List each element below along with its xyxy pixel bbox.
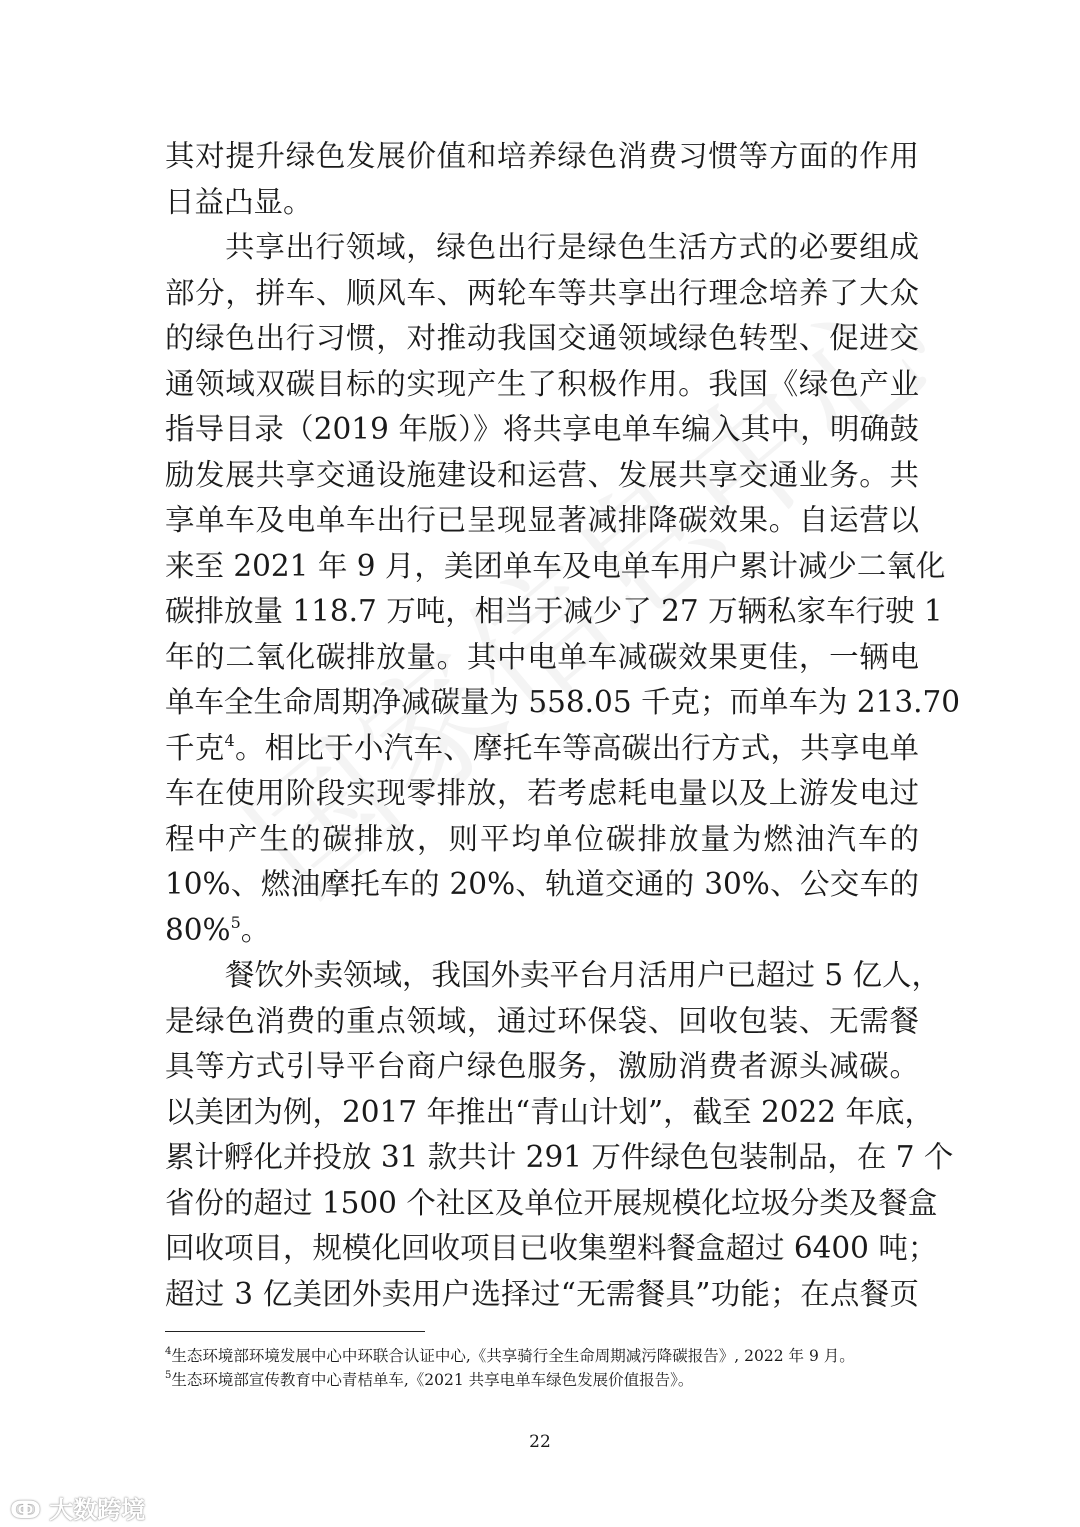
paragraph-line: 指导目录（2019 年版）》将共享电单车编入其中，明确鼓 xyxy=(165,412,919,446)
logo-watermark: ↂ 大数跨境 xyxy=(10,1496,146,1524)
paragraph-line: 年的二氧化碳排放量。其中电单车减碳效果更佳，一辆电 xyxy=(165,639,919,674)
paragraph-line: 享单车及电单车出行已呈现显著减排降碳效果。自运营以 xyxy=(165,503,919,537)
paragraph-line: 碳排放量 118.7 万吨，相当于减少了 27 万辆私家车行驶 1 xyxy=(165,594,943,628)
paragraph-line: 日益凸显。 xyxy=(165,184,313,219)
paragraph-line xyxy=(165,908,919,954)
paragraph-line: 累计孵化并投放 31 款共计 291 万件绿色包装制品，在 7 个 xyxy=(165,1140,954,1174)
line-text: 。相比于小汽车、摩托车等高碳出行方式，共享电单 xyxy=(234,730,919,765)
paragraph-line: 程中产生的碳排放，则平均单位碳排放量为燃油汽车的 xyxy=(165,821,919,856)
paragraph-line: 回收项目，规模化回收项目已收集塑料餐盒超过 6400 吨； xyxy=(165,1231,938,1265)
footnote xyxy=(165,1368,855,1392)
paragraph-line: 10%、燃油摩托车的 20%、轨道交通的 30%、公交车的 xyxy=(165,867,919,901)
paragraph-line: 省份的超过 1500 个社区及单位开展规模化垃圾分类及餐盒 xyxy=(165,1185,938,1220)
paragraph-line: 励发展共享交通设施建设和运营、发展共享交通业务。共 xyxy=(165,457,919,492)
line-text: 80% xyxy=(165,912,231,947)
paragraph-line: 来至 2021 年 9 月，美团单车及电单车用户累计减少二氧化 xyxy=(165,548,946,583)
paragraph-line xyxy=(165,726,919,772)
paragraph-line: 超过 3 亿美团外卖用户选择过“无需餐具”功能；在点餐页 xyxy=(165,1276,919,1311)
paragraph-line: 部分，拼车、顺风车、两轮车等共享出行理念培养了大众 xyxy=(165,275,919,310)
page-number: 22 xyxy=(529,1432,551,1452)
footnote xyxy=(165,1344,855,1368)
line-text: 。 xyxy=(240,912,271,947)
paragraph-line: 通领域双碳目标的实现产生了积极作用。我国《绿色产业 xyxy=(165,366,919,401)
line-text: 千克 xyxy=(165,730,225,765)
footnotes xyxy=(165,1344,855,1392)
footnote-ref[interactable]: 4 xyxy=(224,730,235,750)
paragraph-line: 是绿色消费的重点领域，通过环保袋、回收包装、无需餐 xyxy=(165,1003,919,1038)
footnote-text: 生态环境部环境发展中心中环联合认证中心,《共享骑行全生命周期减污降碳报告》, 2022 年 9 月。 xyxy=(171,1347,855,1365)
paragraph-line: 共享出行领域，绿色出行是绿色生活方式的必要组成 xyxy=(225,230,919,264)
paragraph-line: 其对提升绿色发展价值和培养绿色消费习惯等方面的作用 xyxy=(165,139,919,173)
paragraph-line: 的绿色出行习惯，对推动我国交通领域绿色转型、促进交 xyxy=(165,321,919,355)
footnote-divider xyxy=(165,1331,425,1332)
footnote-mark: 5 xyxy=(165,1370,172,1381)
paragraph-line: 车在使用阶段实现零排放，若考虑耗电量以及上游发电过 xyxy=(165,776,919,810)
paragraph-line: 餐饮外卖领域，我国外卖平台月活用户已超过 5 亿人， xyxy=(225,958,942,992)
paragraph-line: 具等方式引导平台商户绿色服务，激励消费者源头减碳。 xyxy=(165,1049,919,1083)
paragraph-line: 单车全生命周期净减碳量为 558.05 千克；而单车为 213.70 xyxy=(165,685,961,719)
paragraph-line: 以美团为例，2017 年推出“青山计划”，截至 2022 年底， xyxy=(165,1094,934,1129)
footnote-mark: 4 xyxy=(165,1346,172,1357)
footnote-ref[interactable]: 5 xyxy=(230,912,241,932)
footnote-text: 生态环境部宣传教育中心青桔单车,《2021 共享电单车绿色发展价值报告》。 xyxy=(171,1371,694,1389)
body-text xyxy=(165,134,961,1317)
